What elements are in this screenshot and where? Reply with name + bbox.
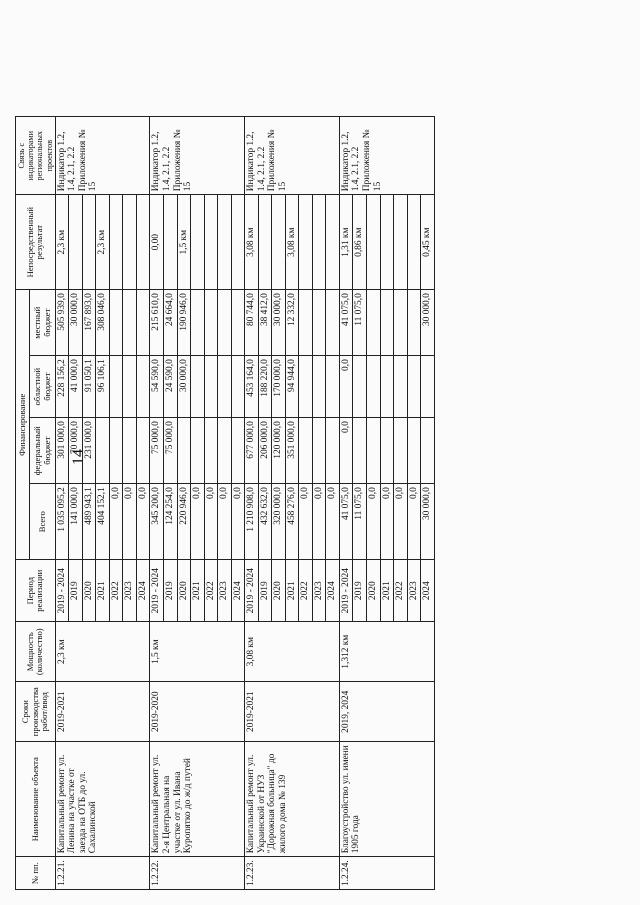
object-number: 1.2.22. [150, 857, 245, 890]
local-cell: 24 664,0 [164, 290, 178, 356]
result-cell: 1,31 км [339, 195, 353, 290]
object-terms: 2019-2020 [150, 682, 245, 742]
result-cell [272, 195, 286, 290]
local-cell: 30 000,0 [69, 290, 83, 356]
regional-cell [312, 356, 326, 418]
total-cell: 1 210 908,0 [245, 484, 259, 560]
regional-cell [380, 356, 394, 418]
total-cell: 220 946,0 [177, 484, 191, 560]
object-number: 1.2.21. [55, 857, 150, 890]
object-terms: 2019-2021 [55, 682, 150, 742]
object-capacity: 1,5 км [150, 622, 245, 682]
federal-cell: 231 000,0 [82, 418, 96, 484]
period-cell: 2019 - 2024 [150, 560, 164, 622]
total-cell: 0,0 [394, 484, 408, 560]
total-cell: 0,0 [407, 484, 421, 560]
table-row [55, 117, 69, 890]
regional-cell: 96 106,1 [96, 356, 110, 418]
regional-cell [109, 356, 123, 418]
total-cell: 0,0 [299, 484, 313, 560]
period-cell: 2023 [218, 560, 232, 622]
regional-cell [136, 356, 150, 418]
result-cell [258, 195, 272, 290]
total-cell: 0,0 [326, 484, 340, 560]
local-cell: 30 000,0 [272, 290, 286, 356]
period-cell: 2019 [69, 560, 83, 622]
period-cell: 2021 [285, 560, 299, 622]
header-capacity: Мощность (количество) [16, 622, 56, 682]
object-name: Капитальный ремонт ул. Ленина на участке от заезда на ОТБ до ул. Сахалинской [55, 742, 150, 857]
regional-cell [299, 356, 313, 418]
result-cell: 2,3 км [96, 195, 110, 290]
total-cell: 30 000,0 [421, 484, 435, 560]
regional-cell [191, 356, 205, 418]
local-cell [299, 290, 313, 356]
object-capacity: 3,08 км [245, 622, 340, 682]
federal-cell: 120 000,0 [272, 418, 286, 484]
result-cell [82, 195, 96, 290]
result-cell [123, 195, 137, 290]
header-period: Период реализации [16, 560, 56, 622]
object-name: Капитальный ремонт ул. 2-я Центральная на участке от ул. Ивана Куропятко до ж/д путей [150, 742, 245, 857]
federal-cell: 75 000,0 [150, 418, 164, 484]
total-cell: 345 200,0 [150, 484, 164, 560]
local-cell: 505 939,0 [55, 290, 69, 356]
regional-cell [407, 356, 421, 418]
total-cell: 0,0 [380, 484, 394, 560]
result-cell [191, 195, 205, 290]
local-cell: 38 412,0 [258, 290, 272, 356]
total-cell: 41 075,0 [339, 484, 353, 560]
header-row [16, 117, 30, 890]
regional-cell [231, 356, 245, 418]
period-cell: 2019 [258, 560, 272, 622]
local-cell: 30 000,0 [421, 290, 435, 356]
table-row [150, 117, 164, 890]
period-cell: 2019 - 2024 [55, 560, 69, 622]
total-cell: 0,0 [231, 484, 245, 560]
object-name: Капитальный ремонт ул. Украинской от НУЗ "Дорожная больница" до жилого дома № 139 [245, 742, 340, 857]
period-cell: 2019 [353, 560, 367, 622]
regional-cell [353, 356, 367, 418]
header-financing: Финансирование [16, 290, 30, 560]
result-cell [231, 195, 245, 290]
regional-cell: 30 000,0 [177, 356, 191, 418]
total-cell: 0,0 [191, 484, 205, 560]
regional-cell: 24 590,0 [164, 356, 178, 418]
result-cell: 0,86 км [353, 195, 367, 290]
object-number: 1.2.23. [245, 857, 340, 890]
period-cell: 2024 [136, 560, 150, 622]
federal-cell [136, 418, 150, 484]
period-cell: 2021 [191, 560, 205, 622]
result-cell [109, 195, 123, 290]
header-link: Связь с индикаторами региональных проектов [16, 117, 56, 195]
result-cell [218, 195, 232, 290]
result-cell: 2,3 км [55, 195, 69, 290]
federal-cell: 0,0 [339, 418, 353, 484]
object-terms: 2019, 2024 [339, 682, 434, 742]
total-cell: 0,0 [366, 484, 380, 560]
federal-cell [366, 418, 380, 484]
object-number: 1.2.24. [339, 857, 434, 890]
federal-cell [204, 418, 218, 484]
total-cell: 0,0 [123, 484, 137, 560]
regional-cell [421, 356, 435, 418]
local-cell [109, 290, 123, 356]
local-cell: 11 075,0 [353, 290, 367, 356]
result-cell: 3,08 км [245, 195, 259, 290]
table-body [55, 117, 434, 890]
federal-cell [353, 418, 367, 484]
regional-cell: 453 164,0 [245, 356, 259, 418]
total-cell: 11 075,0 [353, 484, 367, 560]
period-cell: 2019 [164, 560, 178, 622]
local-cell [380, 290, 394, 356]
local-cell [366, 290, 380, 356]
regional-cell: 188 220,0 [258, 356, 272, 418]
regional-cell [326, 356, 340, 418]
header-no: № пп. [16, 857, 56, 890]
local-cell [326, 290, 340, 356]
federal-cell: 301 000,0 [55, 418, 69, 484]
total-cell: 432 632,0 [258, 484, 272, 560]
local-cell: 215 610,0 [150, 290, 164, 356]
result-cell [69, 195, 83, 290]
local-cell: 190 946,0 [177, 290, 191, 356]
result-cell: 0,00 [150, 195, 164, 290]
federal-cell: 351 000,0 [285, 418, 299, 484]
local-cell [218, 290, 232, 356]
period-cell: 2023 [312, 560, 326, 622]
period-cell: 2020 [366, 560, 380, 622]
regional-cell [123, 356, 137, 418]
federal-cell [218, 418, 232, 484]
federal-cell: 677 000,0 [245, 418, 259, 484]
result-cell: 0,45 км [421, 195, 435, 290]
local-cell [191, 290, 205, 356]
local-cell [407, 290, 421, 356]
local-cell: 12 332,0 [285, 290, 299, 356]
federal-cell [109, 418, 123, 484]
total-cell: 141 000,0 [69, 484, 83, 560]
local-cell [123, 290, 137, 356]
regional-cell: 91 050,1 [82, 356, 96, 418]
header-local: местный бюджет [30, 290, 55, 356]
local-cell [312, 290, 326, 356]
table-row [339, 117, 353, 890]
header-name: Наименование объекта [16, 742, 56, 857]
result-cell [407, 195, 421, 290]
period-cell: 2020 [82, 560, 96, 622]
federal-cell [123, 418, 137, 484]
period-cell: 2021 [96, 560, 110, 622]
local-cell [136, 290, 150, 356]
period-cell: 2020 [272, 560, 286, 622]
federal-cell [380, 418, 394, 484]
regional-cell: 0,0 [339, 356, 353, 418]
period-cell: 2022 [299, 560, 313, 622]
total-cell: 458 276,0 [285, 484, 299, 560]
object-capacity: 2,3 км [55, 622, 150, 682]
indicator-link: Индикатор 1.2, 1.4, 2.1, 2.2 Приложения № 15 [245, 117, 340, 195]
page-number: 14 [70, 449, 87, 465]
header-regional: областной бюджет [30, 356, 55, 418]
header-total: Всего [30, 484, 55, 560]
period-cell: 2024 [421, 560, 435, 622]
period-cell: 2022 [394, 560, 408, 622]
federal-cell [191, 418, 205, 484]
regional-cell: 228 156,2 [55, 356, 69, 418]
federal-cell [177, 418, 191, 484]
regional-cell: 170 000,0 [272, 356, 286, 418]
local-cell [394, 290, 408, 356]
period-cell: 2024 [326, 560, 340, 622]
local-cell: 80 744,0 [245, 290, 259, 356]
result-cell [394, 195, 408, 290]
period-cell: 2023 [407, 560, 421, 622]
regional-cell: 94 944,0 [285, 356, 299, 418]
object-capacity: 1,312 км [339, 622, 434, 682]
total-cell: 320 000,0 [272, 484, 286, 560]
federal-cell [96, 418, 110, 484]
total-cell: 0,0 [218, 484, 232, 560]
object-name: Благоустройство ул. имени 1905 года [339, 742, 434, 857]
regional-cell [218, 356, 232, 418]
total-cell: 0,0 [136, 484, 150, 560]
indicator-link: Индикатор 1.2, 1.4, 2.1, 2.2 Приложения № 15 [55, 117, 150, 195]
header-terms: Сроки производства работ/ввод [16, 682, 56, 742]
total-cell: 0,0 [109, 484, 123, 560]
result-cell [380, 195, 394, 290]
local-cell [231, 290, 245, 356]
result-cell [204, 195, 218, 290]
result-cell [326, 195, 340, 290]
period-cell: 2019 - 2024 [245, 560, 259, 622]
indicator-link: Индикатор 1.2, 1.4, 2.1, 2.2 Приложения № 15 [339, 117, 434, 195]
financing-table [15, 116, 435, 890]
federal-cell: 70 000,0 [69, 418, 83, 484]
header-federal: федеральный бюджет [30, 418, 55, 484]
local-cell: 167 893,0 [82, 290, 96, 356]
federal-cell [394, 418, 408, 484]
object-terms: 2019-2021 [245, 682, 340, 742]
total-cell: 1 035 095,2 [55, 484, 69, 560]
result-cell [312, 195, 326, 290]
period-cell: 2019 - 2024 [339, 560, 353, 622]
local-cell [204, 290, 218, 356]
total-cell: 489 943,1 [82, 484, 96, 560]
result-cell [136, 195, 150, 290]
federal-cell [421, 418, 435, 484]
regional-cell: 54 590,0 [150, 356, 164, 418]
local-cell: 41 075,0 [339, 290, 353, 356]
result-cell [366, 195, 380, 290]
indicator-link: Индикатор 1.2, 1.4, 2.1, 2.2 Приложения № 15 [150, 117, 245, 195]
period-cell: 2022 [204, 560, 218, 622]
federal-cell [231, 418, 245, 484]
period-cell: 2020 [177, 560, 191, 622]
federal-cell [299, 418, 313, 484]
federal-cell [326, 418, 340, 484]
federal-cell: 75 000,0 [164, 418, 178, 484]
regional-cell [204, 356, 218, 418]
period-cell: 2024 [231, 560, 245, 622]
regional-cell [394, 356, 408, 418]
total-cell: 404 152,1 [96, 484, 110, 560]
total-cell: 124 254,0 [164, 484, 178, 560]
result-cell [299, 195, 313, 290]
period-cell: 2021 [380, 560, 394, 622]
total-cell: 0,0 [204, 484, 218, 560]
federal-cell [407, 418, 421, 484]
regional-cell [366, 356, 380, 418]
regional-cell: 41 000,0 [69, 356, 83, 418]
federal-cell: 206 000,0 [258, 418, 272, 484]
result-cell: 3,08 км [285, 195, 299, 290]
total-cell: 0,0 [312, 484, 326, 560]
result-cell [164, 195, 178, 290]
table-row [245, 117, 259, 890]
header-result: Непосредственный результат [16, 195, 56, 290]
result-cell: 1,5 км [177, 195, 191, 290]
federal-cell [312, 418, 326, 484]
local-cell: 308 046,0 [96, 290, 110, 356]
period-cell: 2023 [123, 560, 137, 622]
period-cell: 2022 [109, 560, 123, 622]
